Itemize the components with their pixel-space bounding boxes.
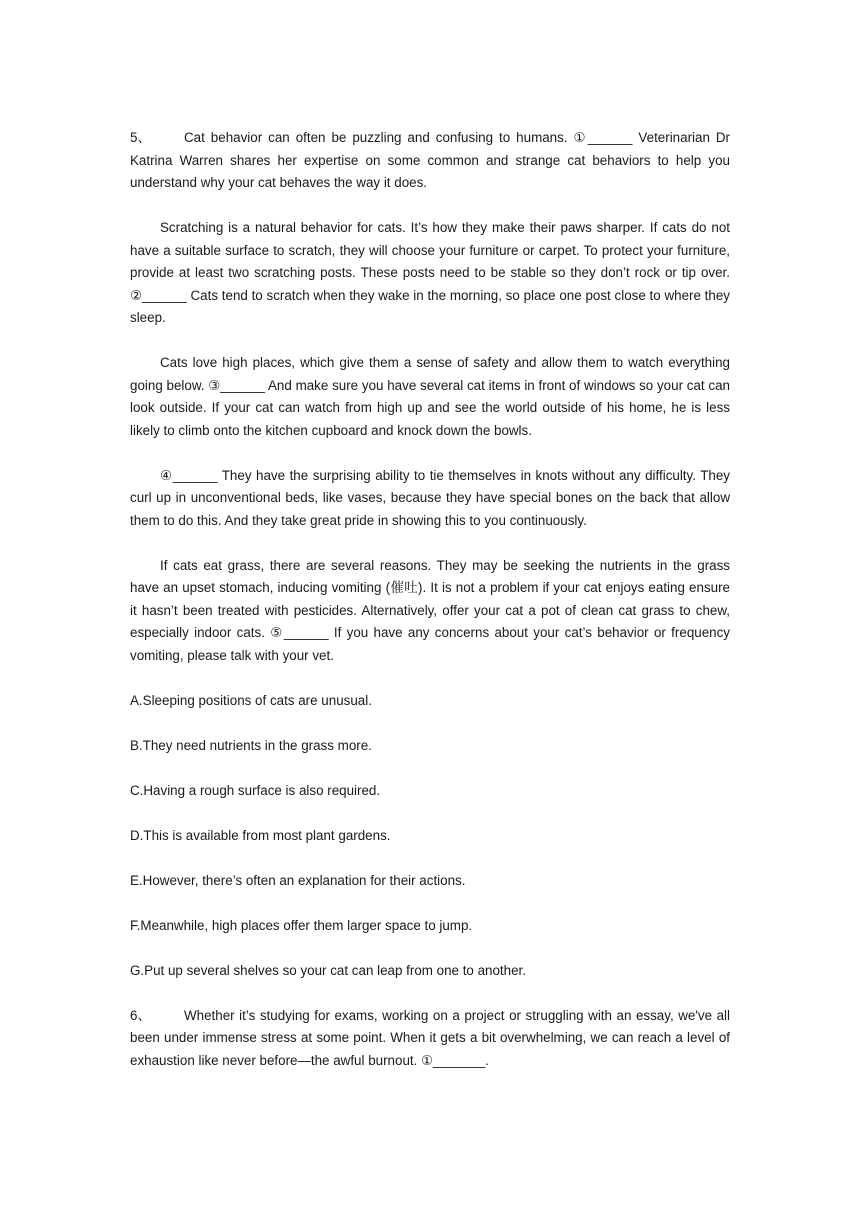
question-5-intro [130, 127, 730, 195]
option-c: C.Having a rough surface is also required. [130, 782, 381, 798]
passage-paragraph-high-places: Cats love high places, which give them a sense of safety and allow them to watch everything going below. ③______ And make sure you have several cat items in front of windows so your cat can look outside. If your cat can watch from high up and see the world outside of his home, he is less likely to climb onto the kitchen cupboard and knock down the bowls. [130, 355, 730, 438]
option-f: F.Meanwhile, high places offer them larger space to jump. [130, 917, 473, 933]
option-g: G.Put up several shelves so your cat can leap from one to another. [130, 962, 526, 978]
option-d: D.This is available from most plant gardens. [130, 827, 391, 843]
question-5-number: 5、 [130, 130, 151, 145]
document-page [130, 127, 730, 1072]
question-6-intro [130, 1005, 730, 1073]
passage-paragraph-grass: If cats eat grass, there are several reasons. They may be seeking the nutrients in the grass have an upset stomach, inducing vomiting (催吐). It is not a problem if your cat enjoys eating ensure it hasn’t been treated with pesticides. Alternatively, offer your cat a pot of clean cat grass to chew, especially indoor cats. ⑤______ If you have any concerns about your cat’s behavior or frequency vomiting, please talk with your vet. [130, 557, 730, 663]
question-6-number: 6、 [130, 1007, 151, 1023]
question-6-intro-text: Whether it’s studying for exams, working on a project or struggling with an essay, we've all been under immense stress at some point. When it gets a bit overwhelming, we can reach a level of exhaustion like never before—the awful burnout. ①_______. [130, 1007, 730, 1068]
passage-paragraph-scratching: Scratching is a natural behavior for cats. It’s how they make their paws sharper. If cats do not have a suitable surface to scratch, they will choose your furniture or carpet. To protect your furniture, provide at least two scratching posts. These posts need to be stable so they don’t rock or tip over. ②______ Cats tend to scratch when they wake in the morning, so place one post close to where they sleep. [130, 220, 730, 325]
question-5-intro-text: Cat behavior can often be puzzling and confusing to humans. ①______ Veterinarian Dr Katrina Warren shares her expertise on some common and strange cat behaviors to help you understand why your cat behaves the way it does. [130, 130, 730, 190]
option-a: A.Sleeping positions of cats are unusual. [130, 692, 372, 708]
option-b: B.They need nutrients in the grass more. [130, 737, 372, 753]
passage-paragraph-sleeping: ④______ They have the surprising ability to tie themselves in knots without any difficulty. They curl up in unconventional beds, like vases, because they have special bones on the back that allow them to do this. And they take great pride in showing this to you continuously. [130, 467, 730, 528]
option-e: E.However, there’s often an explanation for their actions. [130, 872, 466, 888]
